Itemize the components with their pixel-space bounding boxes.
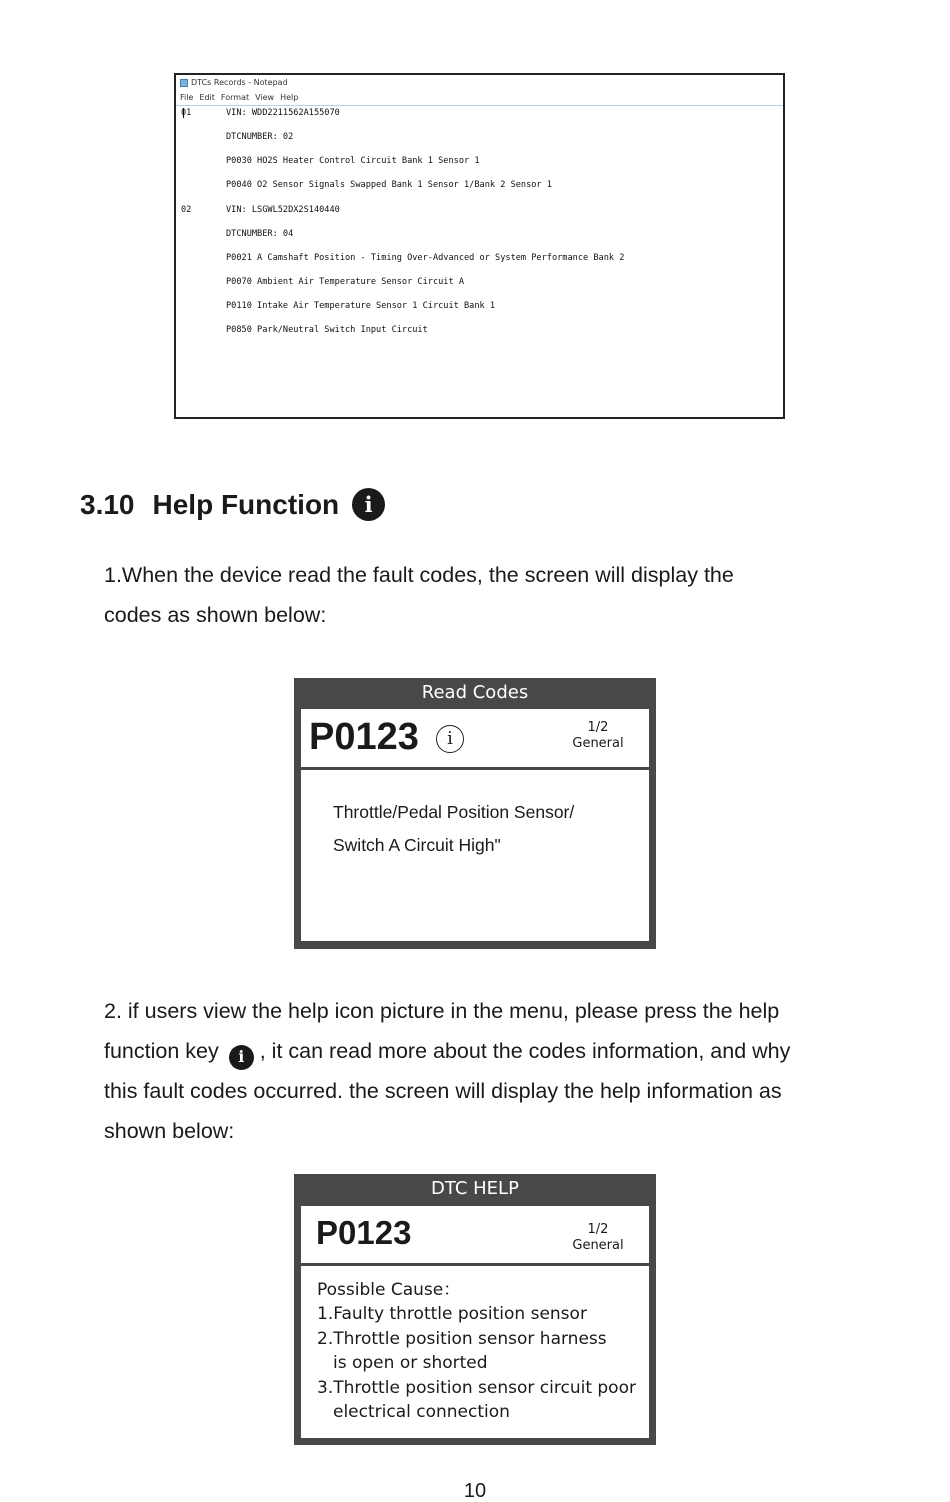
info-outline-icon[interactable]: i [436, 725, 464, 753]
step2-text: function key [104, 1039, 219, 1063]
menu-help[interactable]: Help [280, 93, 299, 102]
menu-format[interactable]: Format [220, 93, 250, 102]
step2-line: shown below: [104, 1119, 235, 1143]
page-number-indicator: 1/2 [587, 720, 609, 735]
notepad-menubar [180, 93, 298, 102]
help-line: electrical connection [333, 1402, 510, 1423]
record-index: 02 [181, 205, 192, 215]
record-line: VIN: LSGWL52DX2S140440 [226, 205, 340, 215]
help-line: 1.Faulty throttle position sensor [317, 1304, 587, 1325]
help-line: Possible Cause： [317, 1280, 461, 1300]
page-indicator [557, 1222, 639, 1254]
info-key-icon: i [229, 1045, 254, 1070]
section-heading [80, 488, 385, 521]
help-line: 2.Throttle position sensor harness [317, 1328, 607, 1349]
notepad-app-icon [180, 79, 188, 87]
dtc-help-screen [294, 1174, 656, 1445]
info-icon: i [352, 488, 385, 521]
record-line: P0110 Intake Air Temperature Sensor 1 Circuit Bank 1 [226, 301, 496, 311]
step1-line: 1.When the device read the fault codes, the screen will display the [104, 563, 734, 587]
section-number: 3.10 [80, 488, 135, 520]
record-line: P0030 HO2S Heater Control Circuit Bank 1 Sensor 1 [226, 156, 480, 166]
code-panel [301, 709, 649, 767]
help-line: is open or shorted [333, 1353, 488, 1374]
record-line: P0040 O2 Sensor Signals Swapped Bank 1 Sensor 1/Bank 2 Sensor 1 [226, 180, 552, 190]
description-line: Throttle/Pedal Position Sensor/ [333, 802, 575, 822]
notepad-title: DTCs Records - Notepad [191, 78, 288, 87]
menu-view[interactable]: View [255, 93, 275, 102]
step2-paragraph [104, 991, 790, 1151]
menu-edit[interactable]: Edit [199, 93, 215, 102]
menu-file[interactable]: File [180, 93, 194, 102]
step2-text: , it can read more about the codes information, and why [259, 1039, 791, 1063]
record-line: DTCNUMBER: 04 [226, 229, 294, 239]
page-indicator [557, 720, 639, 752]
help-line: 3.Throttle position sensor circuit poor [317, 1377, 636, 1398]
record-line: VIN: WDD2211562A155070 [226, 108, 340, 118]
notepad-titlebar [180, 78, 288, 87]
step2-line: 2. if users view the help icon picture in the menu, please press the help [104, 999, 780, 1023]
record-line: P0021 A Camshaft Position - Timing Over-Advanced or System Performance Bank 2 [226, 253, 625, 263]
help-text [317, 1278, 636, 1424]
step1-line: codes as shown below: [104, 603, 327, 627]
dtc-code: P0123 [309, 716, 419, 758]
record-line: P0850 Park/Neutral Switch Input Circuit [226, 325, 428, 335]
category-label: General [572, 1238, 624, 1253]
code-panel [301, 1206, 649, 1263]
description-line: Switch A Circuit High" [333, 835, 501, 855]
help-panel [301, 1266, 649, 1438]
step2-line: this fault codes occurred. the screen will display the help information as [104, 1079, 782, 1103]
notepad-text-area[interactable] [176, 106, 783, 417]
section-title: Help Function [152, 488, 340, 520]
step2-line-with-icon [104, 1031, 790, 1071]
step1-paragraph [104, 555, 734, 635]
screen-header: Read Codes [421, 682, 529, 703]
read-codes-screen [294, 678, 656, 949]
page-number: 10 [463, 1480, 487, 1502]
dtc-code: P0123 [316, 1214, 412, 1251]
notepad-screenshot [174, 73, 785, 419]
category-label: General [572, 736, 624, 751]
description-panel [301, 770, 649, 941]
record-line: DTCNUMBER: 02 [226, 132, 294, 142]
code-description [333, 796, 574, 862]
screen-header: DTC HELP [431, 1178, 519, 1199]
record-line: P0070 Ambient Air Temperature Sensor Circuit A [226, 277, 464, 287]
page-number-indicator: 1/2 [587, 1222, 609, 1237]
record-index: 01 [181, 108, 192, 118]
